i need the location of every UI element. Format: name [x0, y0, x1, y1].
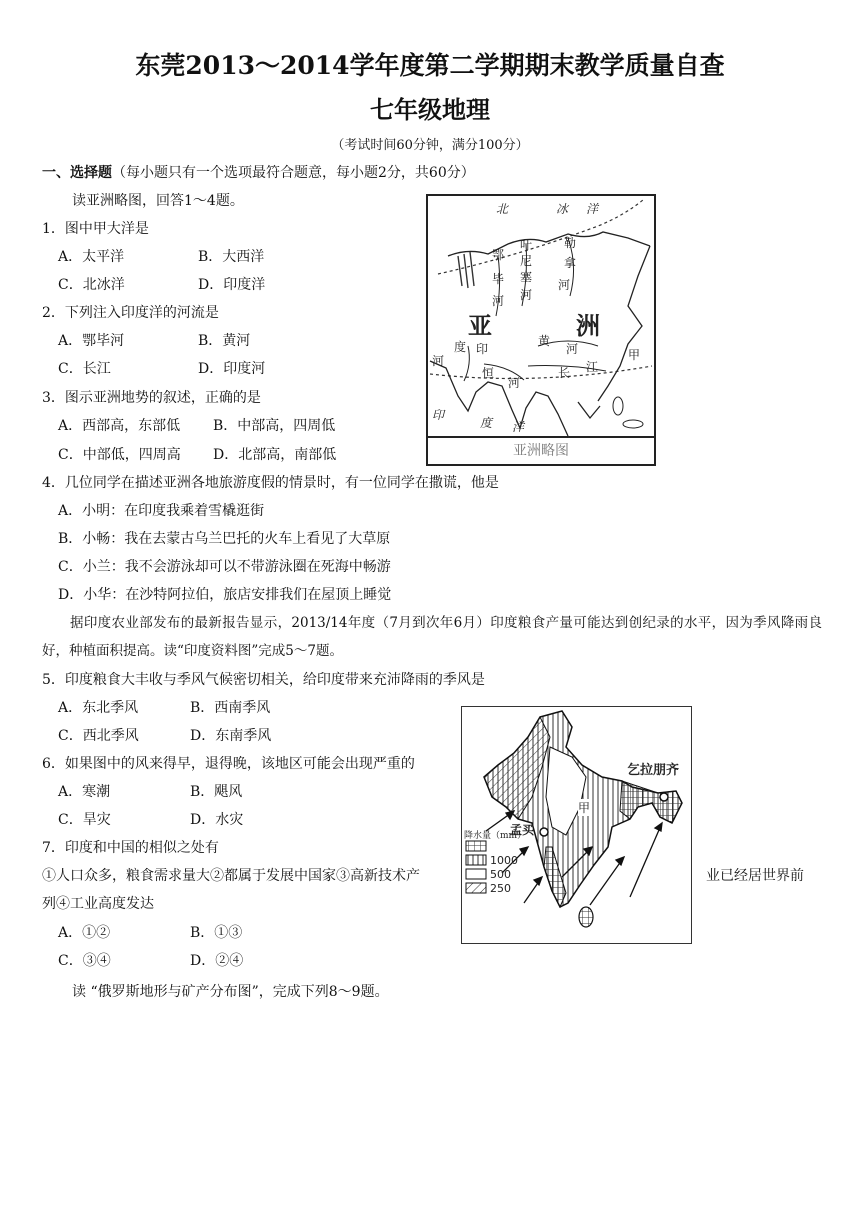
map-label-le: 勒 [564, 236, 577, 250]
question-5-stem: 5．印度粮食大丰收与季风气候密切相关，给印度带来充沛降雨的季风是 [42, 672, 485, 688]
question-7-option-b: B．①③ [190, 925, 243, 941]
india-label-mumbai: 孟买 [510, 823, 535, 837]
question-6-option-b: B．飓风 [190, 784, 243, 800]
question-7-statement-part3: 列④工业高度发达 [42, 896, 154, 912]
question-3-option-a: A．西部高，东部低 [58, 418, 181, 434]
question-1-stem: 1．图中甲大洋是 [42, 221, 149, 237]
map-label-he-yenisei: 河 [520, 288, 533, 302]
india-map-drawing [462, 707, 690, 942]
question-7-option-c: C．③④ [58, 953, 111, 969]
question-7-statement-part1: ①人口众多，粮食需求量大②都属于发展中国家③高新技术产 [42, 868, 420, 884]
map-label-he-ob: 河 [492, 294, 505, 308]
question-6-stem: 6．如果图中的风来得早，退得晚，该地区可能会出现严重的 [42, 756, 415, 772]
map-label-yang: 洋 [586, 202, 599, 216]
map-label-du: 度 [454, 340, 467, 354]
map-label-bi: 毕 [492, 272, 505, 286]
question-5-option-b: B．西南季风 [190, 700, 271, 716]
question-1-option-d: D．印度洋 [198, 277, 266, 293]
map-label-he-indus: 河 [432, 354, 445, 368]
map-label-chang: 长 [558, 366, 571, 380]
map-label-jiang: 江 [586, 360, 599, 374]
intro-asia: 读亚洲略图，回答1～4题。 [72, 193, 244, 209]
question-1-option-b: B．大西洋 [198, 249, 265, 265]
question-4-option-a: A．小明：在印度我乘着雪橇逛街 [58, 503, 265, 519]
question-2-option-a: A．鄂毕河 [58, 333, 125, 349]
map-label-bei: 北 [496, 202, 509, 216]
question-3-option-d: D．北部高，南部低 [213, 447, 337, 463]
map-label-he-huang: 河 [566, 342, 579, 356]
asia-sketch-map [426, 194, 656, 466]
question-5-option-a: A．东北季风 [58, 700, 139, 716]
map-label-e: 鄂 [492, 248, 505, 262]
asia-map-caption: 亚洲略图 [428, 436, 654, 464]
map-label-ni: 尼 [520, 254, 533, 268]
map-label-sai: 塞 [520, 270, 533, 284]
map-label-huang: 黄 [538, 334, 551, 348]
exam-title: 东莞2013～2014学年度第二学期期末教学质量自查 [135, 51, 725, 80]
question-7-statement-part2: 业已经居世界前 [706, 868, 804, 884]
section-note: （每小题只有一个选项最符合题意，每小题2分，共60分） [112, 165, 475, 181]
india-legend-title: 降水量（mm） [464, 831, 527, 841]
map-label-ye: 叶 [520, 238, 533, 252]
india-label-jia: 甲 [578, 801, 591, 815]
map-label-he-ganges: 河 [508, 376, 521, 390]
map-label-ya: 亚 [468, 312, 492, 340]
india-legend-250: 250 [490, 882, 511, 895]
india-data-map [461, 706, 692, 944]
map-label-na: 拿 [564, 256, 577, 270]
question-1-option-c: C．北冰洋 [58, 277, 125, 293]
map-label-yin-ocean: 印 [432, 408, 445, 422]
question-7-option-a: A．①② [58, 925, 111, 941]
map-label-bing: 冰 [556, 202, 569, 216]
question-2-stem: 2．下列注入印度洋的河流是 [42, 305, 219, 321]
india-legend-500: 500 [490, 868, 511, 881]
question-7-stem: 7．印度和中国的相似之处有 [42, 840, 219, 856]
question-2-option-d: D．印度河 [198, 361, 266, 377]
intro-india: 据印度农业部发布的最新报告显示，2013/14年度（7月到次年6月）印度粮食产量可能达到创纪录的水平，因为季风降雨良好，种植面积提高。读“印度资料图”完成5～7题。 [42, 615, 822, 659]
question-3-stem: 3．图示亚洲地势的叙述，正确的是 [42, 390, 261, 406]
question-6-option-a: A．寒潮 [58, 784, 111, 800]
map-label-zhou: 洲 [576, 312, 600, 340]
section-title: 一、选择题 [42, 165, 112, 181]
map-label-yang-ocean: 洋 [512, 420, 525, 434]
question-7-option-d: D．②④ [190, 953, 244, 969]
question-1-option-a: A．太平洋 [58, 249, 125, 265]
exam-info: （考试时间60分钟，满分100分） [331, 138, 529, 153]
asia-map-drawing [428, 196, 654, 438]
map-label-heng: 恒 [482, 366, 495, 380]
india-label-cherrapunji: 乞拉朋齐 [627, 763, 680, 778]
exam-subtitle: 七年级地理 [370, 95, 490, 124]
map-label-jia: 甲 [628, 348, 641, 362]
question-5-option-c: C．西北季风 [58, 728, 139, 744]
map-label-he-lena: 河 [558, 278, 571, 292]
question-4-stem: 4．几位同学在描述亚洲各地旅游度假的情景时，有一位同学在撒谎，他是 [42, 475, 499, 491]
question-4-option-c: C．小兰：我不会游泳却可以不带游泳圈在死海中畅游 [58, 559, 391, 575]
question-5-option-d: D．东南季风 [190, 728, 272, 744]
question-3-option-c: C．中部低，四周高 [58, 447, 181, 463]
question-3-option-b: B．中部高，四周低 [213, 418, 336, 434]
question-2-option-b: B．黄河 [198, 333, 251, 349]
india-legend-1000: 1000 [490, 854, 518, 867]
question-2-option-c: C．长江 [58, 361, 111, 377]
question-4-option-b: B．小畅：我在去蒙古乌兰巴托的火车上看见了大草原 [58, 531, 391, 547]
question-6-option-c: C．旱灾 [58, 812, 111, 828]
question-6-option-d: D．水灾 [190, 812, 244, 828]
map-label-yin: 印 [476, 342, 489, 356]
question-4-option-d: D．小华：在沙特阿拉伯，旅店安排我们在屋顶上睡觉 [58, 587, 392, 603]
section-heading [42, 164, 475, 182]
map-label-du-ocean: 度 [480, 416, 493, 430]
intro-russia: 读 “俄罗斯地形与矿产分布图”，完成下列8～9题。 [72, 984, 389, 1000]
